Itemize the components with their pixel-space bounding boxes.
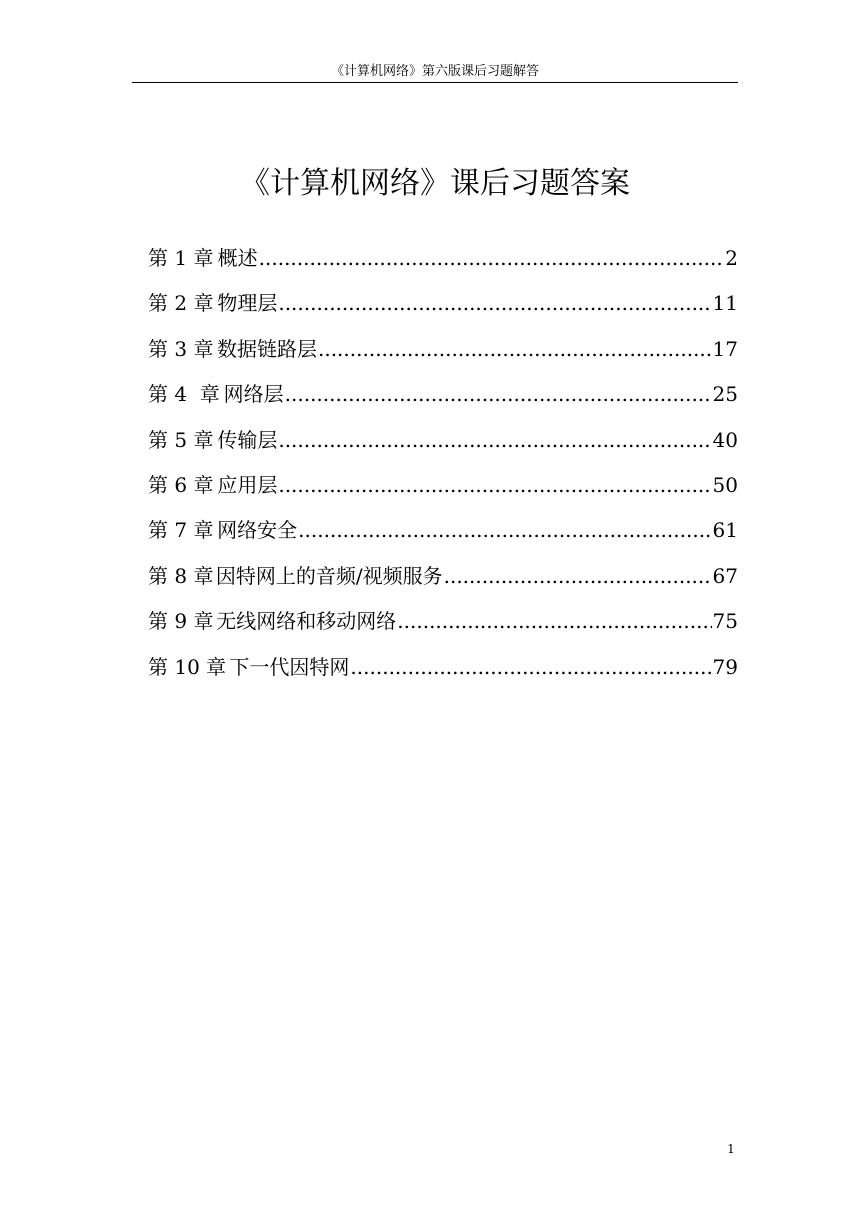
toc-entry-10[interactable] (148, 647, 738, 692)
toc-entry-7[interactable] (148, 510, 738, 555)
toc-chapter-number: 第 6 章 (148, 472, 214, 497)
toc-chapter-number: 第 1 章 (148, 246, 214, 270)
toc-chapter-number: 第 9 章 (148, 609, 214, 634)
toc-page-number: 17 (712, 336, 738, 361)
toc-chapter-number: 第 10 章 (148, 654, 227, 679)
toc-chapter-number: 第 4 章 (148, 382, 220, 407)
toc-dot-leader (285, 374, 712, 414)
running-header: 《计算机网络》第六版课后习题解答 (330, 64, 539, 79)
toc-chapter-title: 无线网络和移动网络 (216, 609, 397, 634)
toc-chapter-title: 数据链路层 (216, 336, 317, 361)
toc-chapter-title: 网络安全 (217, 518, 298, 543)
toc-entry-1[interactable] (148, 238, 738, 283)
toc-page-number: 25 (712, 382, 738, 407)
toc-dot-leader (444, 556, 712, 596)
document-title: 《计算机网络》课后习题答案 (240, 166, 630, 201)
toc-chapter-title: 应用层 (217, 472, 278, 497)
toc-chapter-number: 第 8 章 (148, 563, 214, 588)
toc-entry-2[interactable] (148, 283, 738, 328)
header-rule (132, 82, 738, 83)
toc-page-number: 50 (712, 472, 738, 497)
toc-chapter-number: 第 7 章 (148, 518, 214, 543)
toc-entry-3[interactable] (148, 329, 738, 374)
toc-dot-leader (298, 510, 711, 550)
toc-entry-4[interactable] (148, 374, 738, 419)
toc-chapter-number: 第 3 章 (148, 336, 214, 361)
toc-dot-leader (278, 420, 711, 460)
toc-chapter-title: 传输层 (217, 427, 278, 452)
toc-page-number: 75 (712, 609, 738, 634)
toc-chapter-title: 下一代因特网 (229, 654, 350, 679)
toc-chapter-title: 因特网上的音频/视频服务 (215, 563, 443, 588)
toc-entry-6[interactable] (148, 465, 738, 510)
toc-chapter-title: 物理层 (217, 291, 278, 316)
toc-dot-leader (397, 601, 711, 641)
toc-page-number: 2 (725, 246, 738, 270)
toc-dot-leader (350, 647, 711, 687)
toc-chapter-title: 概述 (217, 246, 258, 270)
table-of-contents (148, 238, 738, 692)
toc-chapter-number: 第 5 章 (148, 427, 214, 452)
toc-entry-5[interactable] (148, 420, 738, 465)
toc-dot-leader (259, 238, 725, 278)
toc-page-number: 79 (712, 654, 738, 679)
toc-dot-leader (318, 329, 712, 369)
toc-entry-9[interactable] (148, 601, 738, 646)
toc-chapter-number: 第 2 章 (148, 291, 214, 316)
toc-page-number: 40 (712, 427, 738, 452)
toc-page-number: 11 (712, 291, 738, 316)
toc-entry-8[interactable] (148, 556, 738, 601)
toc-page-number: 61 (712, 518, 738, 543)
toc-chapter-title: 网络层 (223, 382, 284, 407)
toc-page-number: 67 (712, 563, 738, 588)
toc-dot-leader (278, 283, 711, 323)
toc-dot-leader (278, 465, 711, 505)
page-number: 1 (727, 1142, 735, 1156)
